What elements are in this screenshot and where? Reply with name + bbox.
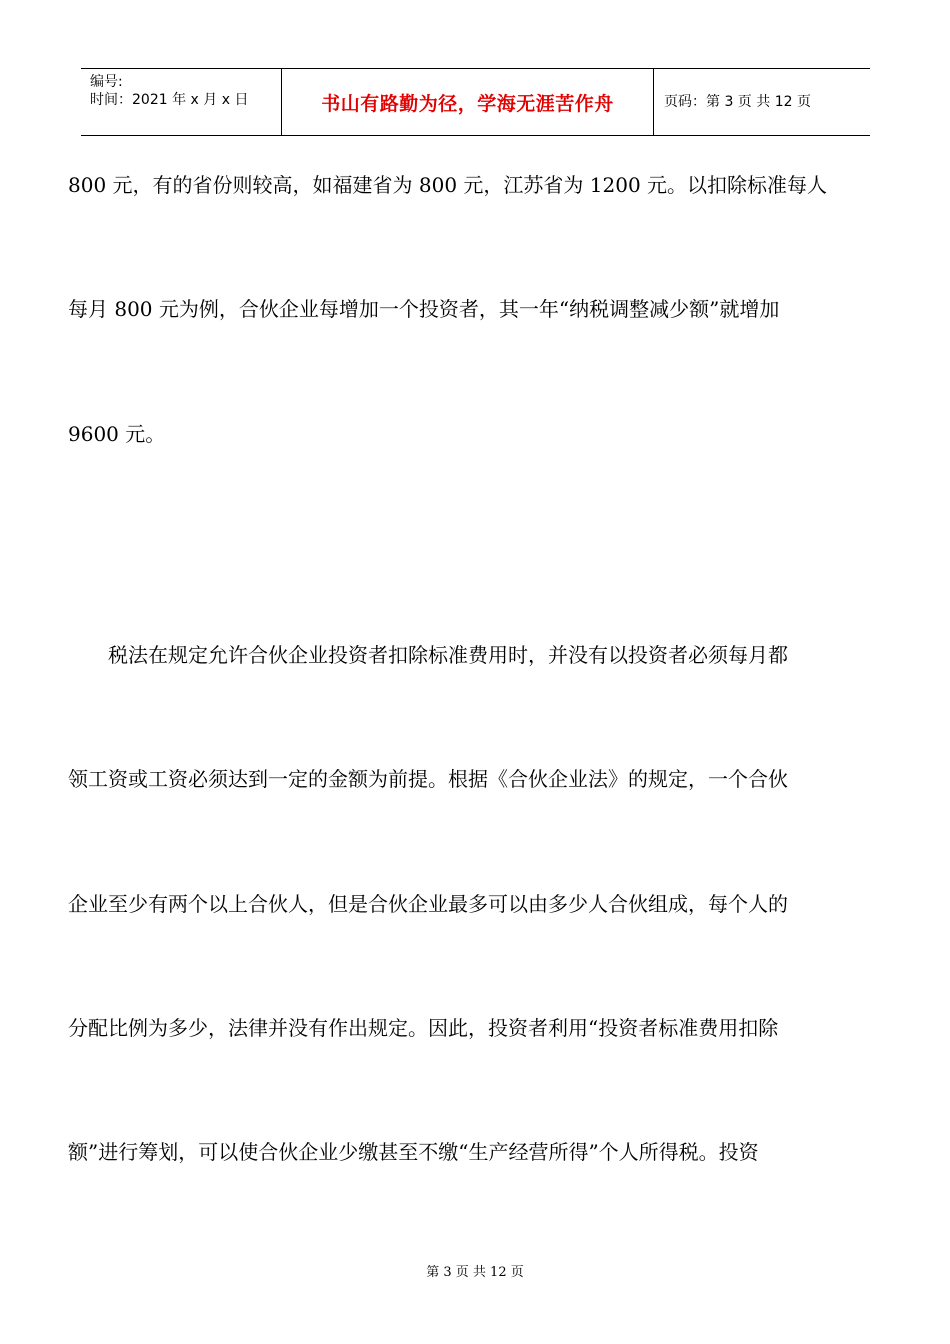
header-info-cell bbox=[81, 69, 281, 135]
header-motto-cell bbox=[281, 69, 654, 135]
body-line: 800 元，有的省份则较高，如福建省为 800 元，江苏省为 1200 元。以扣除标准每人 bbox=[68, 173, 828, 197]
body-line: 每月 800 元为例，合伙企业每增加一个投资者，其一年“纳税调整减少额”就增加 bbox=[68, 297, 780, 321]
motto-text: 书山有路勤为径，学海无涯苦作舟 bbox=[321, 92, 614, 115]
body-line: 分配比例为多少，法律并没有作出规定。因此，投资者利用“投资者标准费用扣除 bbox=[68, 1016, 779, 1040]
header-page-label: 页码：第 3 页 共 12 页 bbox=[664, 94, 811, 110]
header-page-cell bbox=[654, 69, 870, 135]
body-line: 税法在规定允许合伙企业投资者扣除标准费用时，并没有以投资者必须每月都 bbox=[68, 643, 788, 667]
body-line: 9600 元。 bbox=[68, 422, 166, 446]
document-date-label: 时间：2021 年 x 月 x 日 bbox=[90, 92, 249, 108]
page-footer: 第 3 页 共 12 页 bbox=[426, 1265, 524, 1280]
page-header bbox=[81, 68, 870, 136]
body-line: 领工资或工资必须达到一定的金额为前提。根据《合伙企业法》的规定，一个合伙 bbox=[68, 767, 788, 791]
document-code-label: 编号: bbox=[90, 74, 123, 90]
body-line: 额”进行筹划，可以使合伙企业少缴甚至不缴“生产经营所得”个人所得税。投资 bbox=[68, 1140, 759, 1164]
body-line: 企业至少有两个以上合伙人，但是合伙企业最多可以由多少人合伙组成，每个人的 bbox=[68, 892, 788, 916]
